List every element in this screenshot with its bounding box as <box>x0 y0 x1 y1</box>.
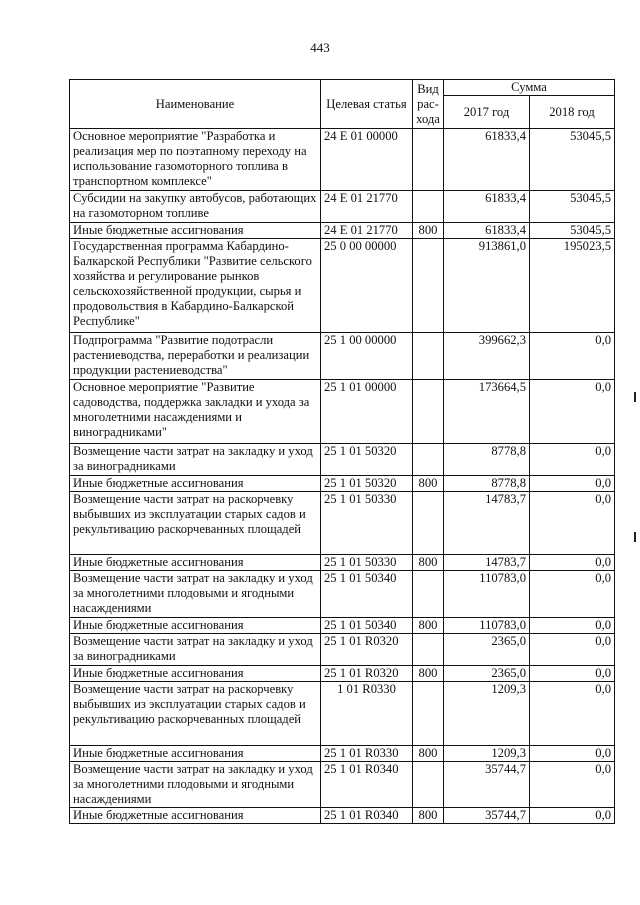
table-row <box>70 618 615 634</box>
row-sum-2018: 0,0 <box>530 618 615 634</box>
row-expense-type: 800 <box>413 808 444 824</box>
header-target-article: Целевая статья <box>321 80 413 129</box>
row-sum-2017: 913861,0 <box>444 239 530 333</box>
row-name: Возмещение части затрат на раскорчевку выбывших из эксплуатации старых садов и рекультивацию раскорчеванных площадей <box>70 682 321 746</box>
row-sum-2017: 2365,0 <box>444 666 530 682</box>
row-sum-2017: 2365,0 <box>444 634 530 666</box>
header-year-2018: 2018 год <box>530 96 615 129</box>
table-header <box>70 80 615 129</box>
row-sum-2018: 0,0 <box>530 380 615 444</box>
header-expense-type: Вид рас-хода <box>413 80 444 129</box>
row-name: Возмещение части затрат на раскорчевку выбывших из эксплуатации старых садов и рекультивацию раскорчеванных площадей <box>70 492 321 555</box>
row-sum-2018: 0,0 <box>530 555 615 571</box>
row-sum-2018: 0,0 <box>530 333 615 380</box>
row-sum-2018: 0,0 <box>530 682 615 746</box>
row-expense-type <box>413 682 444 746</box>
row-code: 1 01 R0330 <box>321 682 413 746</box>
row-name: Субсидии на закупку автобусов, работающих на газомоторном топливе <box>70 191 321 223</box>
row-sum-2017: 14783,7 <box>444 555 530 571</box>
row-sum-2018: 195023,5 <box>530 239 615 333</box>
row-expense-type <box>413 129 444 191</box>
row-expense-type <box>413 191 444 223</box>
row-sum-2018: 0,0 <box>530 476 615 492</box>
row-expense-type <box>413 239 444 333</box>
table-row <box>70 555 615 571</box>
row-sum-2017: 399662,3 <box>444 333 530 380</box>
row-expense-type: 800 <box>413 476 444 492</box>
row-code: 25 1 01 R0320 <box>321 666 413 682</box>
row-code: 25 1 01 50330 <box>321 555 413 571</box>
row-code: 25 1 01 50330 <box>321 492 413 555</box>
row-code: 25 0 00 00000 <box>321 239 413 333</box>
row-sum-2018: 53045,5 <box>530 129 615 191</box>
table-row <box>70 571 615 618</box>
row-sum-2017: 173664,5 <box>444 380 530 444</box>
row-sum-2018: 0,0 <box>530 746 615 762</box>
table-row <box>70 634 615 666</box>
row-sum-2018: 0,0 <box>530 571 615 618</box>
row-name: Иные бюджетные ассигнования <box>70 555 321 571</box>
row-sum-2018: 0,0 <box>530 762 615 808</box>
row-sum-2018: 0,0 <box>530 634 615 666</box>
row-expense-type <box>413 634 444 666</box>
table-row <box>70 682 615 746</box>
row-code: 25 1 01 50340 <box>321 571 413 618</box>
row-sum-2018: 0,0 <box>530 666 615 682</box>
row-expense-type <box>413 492 444 555</box>
table-row <box>70 333 615 380</box>
row-expense-type <box>413 444 444 476</box>
table-body <box>70 129 615 824</box>
row-expense-type <box>413 333 444 380</box>
row-name: Возмещение части затрат на закладку и уход за виноградниками <box>70 444 321 476</box>
row-sum-2017: 110783,0 <box>444 571 530 618</box>
scan-edge-mark <box>634 532 636 542</box>
row-code: 25 1 01 R0330 <box>321 746 413 762</box>
row-name: Иные бюджетные ассигнования <box>70 808 321 824</box>
row-sum-2017: 35744,7 <box>444 808 530 824</box>
row-name: Основное мероприятие "Развитие садоводства, поддержка закладки и ухода за многолетними насаждениями и виноградниками" <box>70 380 321 444</box>
row-code: 25 1 01 R0320 <box>321 634 413 666</box>
row-name: Иные бюджетные ассигнования <box>70 476 321 492</box>
scan-edge-mark <box>634 392 636 402</box>
table-row <box>70 476 615 492</box>
table-row <box>70 239 615 333</box>
table-row <box>70 444 615 476</box>
row-code: 24 Е 01 00000 <box>321 129 413 191</box>
row-sum-2017: 1209,3 <box>444 682 530 746</box>
page-number: 443 <box>310 40 330 55</box>
table-row <box>70 808 615 824</box>
row-code: 25 1 01 R0340 <box>321 808 413 824</box>
row-sum-2017: 35744,7 <box>444 762 530 808</box>
row-expense-type: 800 <box>413 666 444 682</box>
row-code: 25 1 01 50320 <box>321 444 413 476</box>
row-sum-2018: 53045,5 <box>530 223 615 239</box>
table-row <box>70 762 615 808</box>
row-code: 24 Е 01 21770 <box>321 223 413 239</box>
row-code: 25 1 01 50320 <box>321 476 413 492</box>
row-name: Возмещение части затрат на закладку и уход за многолетними плодовыми и ягодными насаждениями <box>70 571 321 618</box>
budget-table <box>69 79 615 824</box>
row-name: Основное мероприятие "Разработка и реализация мер по поэтапному переходу на использование газомоторного топлива в транспортном комплексе" <box>70 129 321 191</box>
table-row <box>70 746 615 762</box>
row-expense-type: 800 <box>413 555 444 571</box>
header-name: Наименование <box>70 80 321 129</box>
row-expense-type <box>413 571 444 618</box>
row-sum-2017: 1209,3 <box>444 746 530 762</box>
row-name: Иные бюджетные ассигнования <box>70 618 321 634</box>
row-name: Государственная программа Кабардино-Балкарской Республики "Развитие сельского хозяйства и регулирование рынков сельскохозяйственной продукции, сырья и продовольствия в Кабардино-Балкарской Республике" <box>70 239 321 333</box>
row-code: 25 1 01 R0340 <box>321 762 413 808</box>
row-sum-2017: 61833,4 <box>444 191 530 223</box>
row-name: Возмещение части затрат на закладку и уход за многолетними плодовыми и ягодными насаждениями <box>70 762 321 808</box>
row-name: Иные бюджетные ассигнования <box>70 746 321 762</box>
row-name: Иные бюджетные ассигнования <box>70 666 321 682</box>
row-sum-2017: 110783,0 <box>444 618 530 634</box>
table-row <box>70 666 615 682</box>
row-expense-type <box>413 380 444 444</box>
row-expense-type <box>413 762 444 808</box>
row-code: 25 1 01 00000 <box>321 380 413 444</box>
row-name: Возмещение части затрат на закладку и уход за виноградниками <box>70 634 321 666</box>
row-sum-2018: 0,0 <box>530 492 615 555</box>
table-row <box>70 492 615 555</box>
header-sum: Сумма <box>444 80 615 96</box>
row-sum-2018: 0,0 <box>530 808 615 824</box>
row-sum-2017: 8778,8 <box>444 476 530 492</box>
row-code: 25 1 01 50340 <box>321 618 413 634</box>
table-row <box>70 191 615 223</box>
row-sum-2018: 53045,5 <box>530 191 615 223</box>
row-sum-2017: 14783,7 <box>444 492 530 555</box>
row-sum-2017: 8778,8 <box>444 444 530 476</box>
row-sum-2017: 61833,4 <box>444 223 530 239</box>
row-name: Подпрограмма "Развитие подотрасли растениеводства, переработки и реализации продукции растениеводства" <box>70 333 321 380</box>
row-sum-2018: 0,0 <box>530 444 615 476</box>
table-row <box>70 380 615 444</box>
row-code: 24 Е 01 21770 <box>321 191 413 223</box>
row-name: Иные бюджетные ассигнования <box>70 223 321 239</box>
row-expense-type: 800 <box>413 223 444 239</box>
table-row <box>70 223 615 239</box>
row-sum-2017: 61833,4 <box>444 129 530 191</box>
row-expense-type: 800 <box>413 746 444 762</box>
row-code: 25 1 00 00000 <box>321 333 413 380</box>
table-row <box>70 129 615 191</box>
header-year-2017: 2017 год <box>444 96 530 129</box>
row-expense-type: 800 <box>413 618 444 634</box>
